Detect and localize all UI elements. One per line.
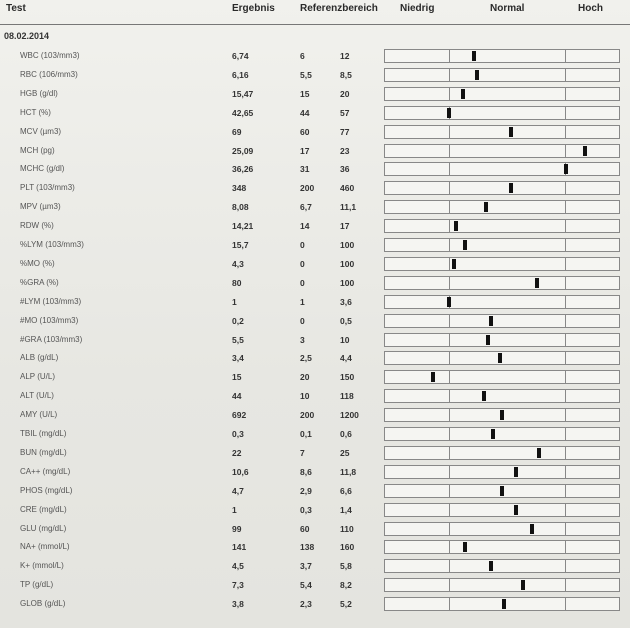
normal-high-divider	[565, 88, 566, 100]
reference-high: 0,5	[340, 315, 352, 326]
table-row	[0, 558, 630, 576]
result-value: 44	[232, 391, 242, 402]
test-name: TBIL (mg/dL)	[20, 429, 67, 438]
table-row	[0, 426, 630, 444]
result-marker	[489, 316, 493, 326]
normal-high-divider	[565, 315, 566, 327]
reference-high: 100	[340, 240, 355, 250]
low-normal-divider	[449, 466, 450, 478]
table-row	[0, 124, 630, 142]
normal-high-divider	[565, 258, 566, 270]
low-normal-divider	[449, 598, 450, 610]
normal-high-divider	[565, 560, 566, 572]
table-row	[0, 596, 630, 614]
table-row	[0, 218, 630, 236]
low-normal-divider	[449, 182, 450, 194]
result-marker	[463, 240, 467, 250]
range-bar	[384, 181, 620, 195]
range-bar	[384, 503, 620, 517]
test-name: TP (g/dL)	[20, 580, 54, 590]
table-row	[0, 521, 630, 539]
test-name: ALB (g/dL)	[20, 353, 59, 363]
test-name: HCT (%)	[20, 107, 51, 117]
result-marker	[502, 599, 506, 609]
result-value: 4,3	[232, 258, 244, 269]
result-marker	[484, 202, 488, 212]
normal-high-divider	[565, 182, 566, 194]
low-normal-divider	[449, 126, 450, 138]
table-row	[0, 369, 630, 387]
table-row	[0, 313, 630, 331]
table-row	[0, 483, 630, 501]
range-bar	[384, 408, 620, 422]
reference-low: 2,5	[300, 353, 312, 364]
low-normal-divider	[449, 371, 450, 383]
result-marker	[475, 70, 479, 80]
range-bar	[384, 162, 620, 176]
low-normal-divider	[449, 409, 450, 421]
result-marker	[535, 278, 539, 288]
range-bar	[384, 68, 620, 82]
report-date: 08.02.2014	[4, 31, 50, 41]
reference-low: 8,6	[300, 466, 312, 477]
test-name: RDW (%)	[20, 221, 54, 231]
reference-high: 1,4	[340, 504, 352, 515]
test-name: #LYM (103/mm3)	[20, 296, 82, 306]
range-bar	[384, 389, 620, 403]
result-marker	[537, 448, 541, 458]
reference-low: 15	[300, 88, 310, 99]
low-normal-divider	[449, 541, 450, 553]
reference-low: 0	[300, 315, 305, 326]
result-value: 1	[232, 296, 237, 307]
test-name: MCHC (g/dl)	[20, 164, 65, 174]
reference-high: 4,4	[340, 353, 352, 364]
low-normal-divider	[449, 504, 450, 516]
reference-high: 0,6	[340, 429, 352, 439]
reference-low: 0	[300, 277, 305, 288]
normal-high-divider	[565, 598, 566, 610]
result-marker	[461, 89, 465, 99]
result-marker	[509, 183, 513, 193]
result-marker	[447, 108, 451, 118]
result-marker	[500, 486, 504, 496]
result-value: 99	[232, 523, 242, 534]
reference-low: 5,5	[300, 69, 312, 80]
table-row	[0, 445, 630, 463]
reference-high: 8,2	[340, 580, 352, 591]
reference-high: 12	[340, 51, 350, 61]
test-name: HGB (g/dl)	[20, 88, 58, 98]
reference-low: 31	[300, 164, 310, 175]
normal-high-divider	[565, 201, 566, 213]
result-marker	[514, 505, 518, 515]
reference-high: 3,6	[340, 296, 352, 307]
result-value: 15,7	[232, 240, 249, 250]
table-row	[0, 180, 630, 198]
reference-high: 100	[340, 258, 355, 269]
test-name: K+ (mmol/L)	[20, 561, 64, 571]
table-row	[0, 464, 630, 482]
range-bar	[384, 276, 620, 290]
reference-high: 118	[340, 391, 354, 402]
result-marker	[489, 561, 493, 571]
normal-high-divider	[565, 296, 566, 308]
low-normal-divider	[449, 447, 450, 459]
test-name: GLOB (g/dL)	[20, 599, 66, 609]
result-marker	[491, 429, 495, 439]
test-name: WBC (103/mm3)	[20, 51, 80, 60]
reference-low: 14	[300, 221, 310, 232]
low-normal-divider	[449, 220, 450, 232]
range-bar	[384, 144, 620, 158]
test-name: BUN (mg/dL)	[20, 447, 67, 457]
range-bar	[384, 522, 620, 536]
range-bar	[384, 106, 620, 120]
result-marker	[472, 51, 476, 61]
result-value: 692	[232, 410, 247, 421]
normal-high-divider	[565, 485, 566, 497]
test-name: AMY (U/L)	[20, 410, 58, 420]
reference-high: 460	[340, 183, 355, 194]
table-row	[0, 388, 630, 406]
reference-high: 23	[340, 145, 350, 156]
table-row	[0, 577, 630, 595]
reference-low: 6	[300, 51, 305, 61]
normal-high-divider	[565, 277, 566, 289]
reference-high: 11,8	[340, 466, 357, 477]
low-normal-divider	[449, 523, 450, 535]
low-normal-divider	[449, 352, 450, 364]
test-name: MCV (µm3)	[20, 126, 62, 136]
result-marker	[521, 580, 525, 590]
test-name: CRE (mg/dL)	[20, 504, 67, 514]
normal-high-divider	[565, 579, 566, 591]
reference-high: 17	[340, 221, 350, 232]
reference-low: 44	[300, 107, 310, 118]
reference-low: 0	[300, 258, 305, 269]
low-normal-divider	[449, 315, 450, 327]
result-value: 0,3	[232, 429, 244, 439]
normal-high-divider	[565, 541, 566, 553]
low-normal-divider	[449, 428, 450, 440]
low-normal-divider	[449, 145, 450, 157]
test-name: NA+ (mmol/L)	[20, 542, 70, 552]
result-value: 15,47	[232, 88, 254, 99]
header-rule	[0, 24, 630, 25]
reference-low: 6,7	[300, 202, 312, 213]
range-bar	[384, 125, 620, 139]
reference-high: 77	[340, 126, 350, 137]
range-bar	[384, 257, 620, 271]
result-value: 4,5	[232, 561, 244, 572]
test-name: PHOS (mg/dL)	[20, 485, 73, 495]
table-row	[0, 332, 630, 350]
reference-high: 36	[340, 164, 350, 175]
table-row	[0, 86, 630, 104]
reference-low: 0,1	[300, 429, 312, 439]
header-normal: Normal	[490, 3, 525, 14]
result-marker	[498, 353, 502, 363]
reference-low: 10	[300, 391, 310, 402]
result-value: 22	[232, 447, 242, 458]
result-value: 141	[232, 542, 247, 553]
result-marker	[530, 524, 534, 534]
test-name: RBC (106/mm3)	[20, 69, 78, 79]
result-marker	[509, 127, 513, 137]
range-bar	[384, 200, 620, 214]
range-bar	[384, 314, 620, 328]
reference-low: 3,7	[300, 561, 312, 572]
normal-high-divider	[565, 69, 566, 81]
reference-high: 11,1	[340, 202, 357, 213]
range-bar	[384, 484, 620, 498]
reference-high: 57	[340, 107, 350, 118]
reference-high: 25	[340, 447, 350, 458]
table-row	[0, 350, 630, 368]
reference-low: 3	[300, 334, 305, 345]
test-name: PLT (103/mm3)	[20, 183, 75, 193]
normal-high-divider	[565, 50, 566, 62]
normal-high-divider	[565, 447, 566, 459]
range-bar	[384, 238, 620, 252]
normal-high-divider	[565, 220, 566, 232]
normal-high-divider	[565, 428, 566, 440]
normal-high-divider	[565, 523, 566, 535]
reference-high: 1200	[340, 410, 359, 421]
range-bar	[384, 559, 620, 573]
range-bar	[384, 370, 620, 384]
result-marker	[447, 297, 451, 307]
result-marker	[454, 221, 458, 231]
normal-high-divider	[565, 466, 566, 478]
table-row	[0, 105, 630, 123]
range-bar	[384, 295, 620, 309]
test-name: CA++ (mg/dL)	[20, 466, 71, 476]
low-normal-divider	[449, 201, 450, 213]
range-bar	[384, 446, 620, 460]
result-marker	[431, 372, 435, 382]
normal-high-divider	[565, 239, 566, 251]
header-ergebnis: Ergebnis	[232, 3, 275, 14]
result-marker	[514, 467, 518, 477]
result-value: 36,26	[232, 164, 254, 175]
test-name: #GRA (103/mm3)	[20, 334, 83, 344]
low-normal-divider	[449, 485, 450, 497]
range-bar	[384, 578, 620, 592]
result-value: 80	[232, 277, 242, 288]
result-value: 15	[232, 372, 242, 383]
result-value: 4,7	[232, 485, 244, 496]
range-bar	[384, 219, 620, 233]
table-row	[0, 294, 630, 312]
result-value: 348	[232, 183, 247, 194]
test-name: MCH (pg)	[20, 145, 55, 155]
table-row	[0, 407, 630, 425]
reference-high: 6,6	[340, 485, 352, 496]
header-test: Test	[6, 3, 26, 14]
table-row	[0, 502, 630, 520]
low-normal-divider	[449, 277, 450, 289]
result-value: 25,09	[232, 145, 254, 156]
result-marker	[463, 542, 467, 552]
test-name: %LYM (103/mm3)	[20, 240, 84, 249]
reference-low: 60	[300, 523, 310, 534]
result-value: 5,5	[232, 334, 244, 345]
reference-low: 138	[300, 542, 315, 553]
normal-high-divider	[565, 145, 566, 157]
table-row	[0, 237, 630, 255]
result-marker	[482, 391, 486, 401]
reference-high: 150	[340, 372, 355, 383]
result-value: 8,08	[232, 202, 249, 213]
low-normal-divider	[449, 579, 450, 591]
normal-high-divider	[565, 107, 566, 119]
table-row	[0, 256, 630, 274]
test-name: GLU (mg/dL)	[20, 523, 67, 533]
reference-low: 60	[300, 126, 310, 137]
reference-high: 8,5	[340, 69, 352, 80]
reference-high: 20	[340, 88, 350, 99]
result-marker	[500, 410, 504, 420]
result-marker	[583, 146, 587, 156]
result-value: 0,2	[232, 315, 244, 326]
normal-high-divider	[565, 504, 566, 516]
low-normal-divider	[449, 560, 450, 572]
result-value: 10,6	[232, 466, 249, 477]
normal-high-divider	[565, 126, 566, 138]
test-name: ALT (U/L)	[20, 391, 54, 401]
normal-high-divider	[565, 371, 566, 383]
result-value: 6,16	[232, 69, 249, 80]
reference-low: 200	[300, 183, 315, 194]
reference-low: 7	[300, 447, 305, 458]
reference-high: 160	[340, 542, 355, 553]
range-bar	[384, 351, 620, 365]
range-bar	[384, 597, 620, 611]
normal-high-divider	[565, 334, 566, 346]
range-bar	[384, 540, 620, 554]
header-niedrig: Niedrig	[400, 3, 435, 14]
reference-low: 0	[300, 240, 305, 250]
result-marker	[486, 335, 490, 345]
reference-high: 5,2	[340, 599, 352, 610]
reference-low: 1	[300, 296, 305, 307]
result-value: 3,8	[232, 599, 244, 610]
result-value: 14,21	[232, 221, 254, 232]
normal-high-divider	[565, 409, 566, 421]
low-normal-divider	[449, 50, 450, 62]
test-name: %GRA (%)	[20, 277, 59, 287]
reference-high: 100	[340, 277, 355, 288]
reference-low: 2,9	[300, 485, 312, 496]
result-value: 6,74	[232, 51, 249, 61]
low-normal-divider	[449, 334, 450, 346]
reference-high: 10	[340, 334, 350, 345]
low-normal-divider	[449, 390, 450, 402]
table-row	[0, 161, 630, 179]
normal-high-divider	[565, 390, 566, 402]
result-value: 7,3	[232, 580, 244, 591]
test-name: ALP (U/L)	[20, 372, 55, 382]
normal-high-divider	[565, 352, 566, 364]
low-normal-divider	[449, 258, 450, 270]
reference-low: 20	[300, 372, 310, 383]
table-row	[0, 67, 630, 85]
table-row	[0, 48, 630, 66]
range-bar	[384, 465, 620, 479]
result-value: 42,65	[232, 107, 254, 118]
reference-high: 5,8	[340, 561, 352, 572]
test-name: MPV (µm3)	[20, 202, 61, 212]
test-name: %MO (%)	[20, 258, 55, 268]
header-hoch: Hoch	[578, 3, 603, 14]
header-referenzbereich: Referenzbereich	[300, 3, 378, 14]
range-bar	[384, 87, 620, 101]
reference-low: 17	[300, 145, 310, 156]
result-value: 3,4	[232, 353, 244, 364]
reference-high: 110	[340, 523, 354, 534]
range-bar	[384, 49, 620, 63]
table-row	[0, 199, 630, 217]
low-normal-divider	[449, 88, 450, 100]
range-bar	[384, 427, 620, 441]
result-marker	[452, 259, 456, 269]
low-normal-divider	[449, 69, 450, 81]
table-row	[0, 275, 630, 293]
reference-low: 2,3	[300, 599, 312, 610]
reference-low: 200	[300, 410, 315, 421]
test-name: #MO (103/mm3)	[20, 315, 79, 325]
range-bar	[384, 333, 620, 347]
result-value: 1	[232, 504, 237, 515]
result-value: 69	[232, 126, 242, 137]
table-row	[0, 539, 630, 557]
table-row	[0, 143, 630, 161]
result-marker	[564, 164, 568, 174]
low-normal-divider	[449, 163, 450, 175]
reference-low: 5,4	[300, 580, 312, 591]
reference-low: 0,3	[300, 504, 312, 515]
low-normal-divider	[449, 239, 450, 251]
